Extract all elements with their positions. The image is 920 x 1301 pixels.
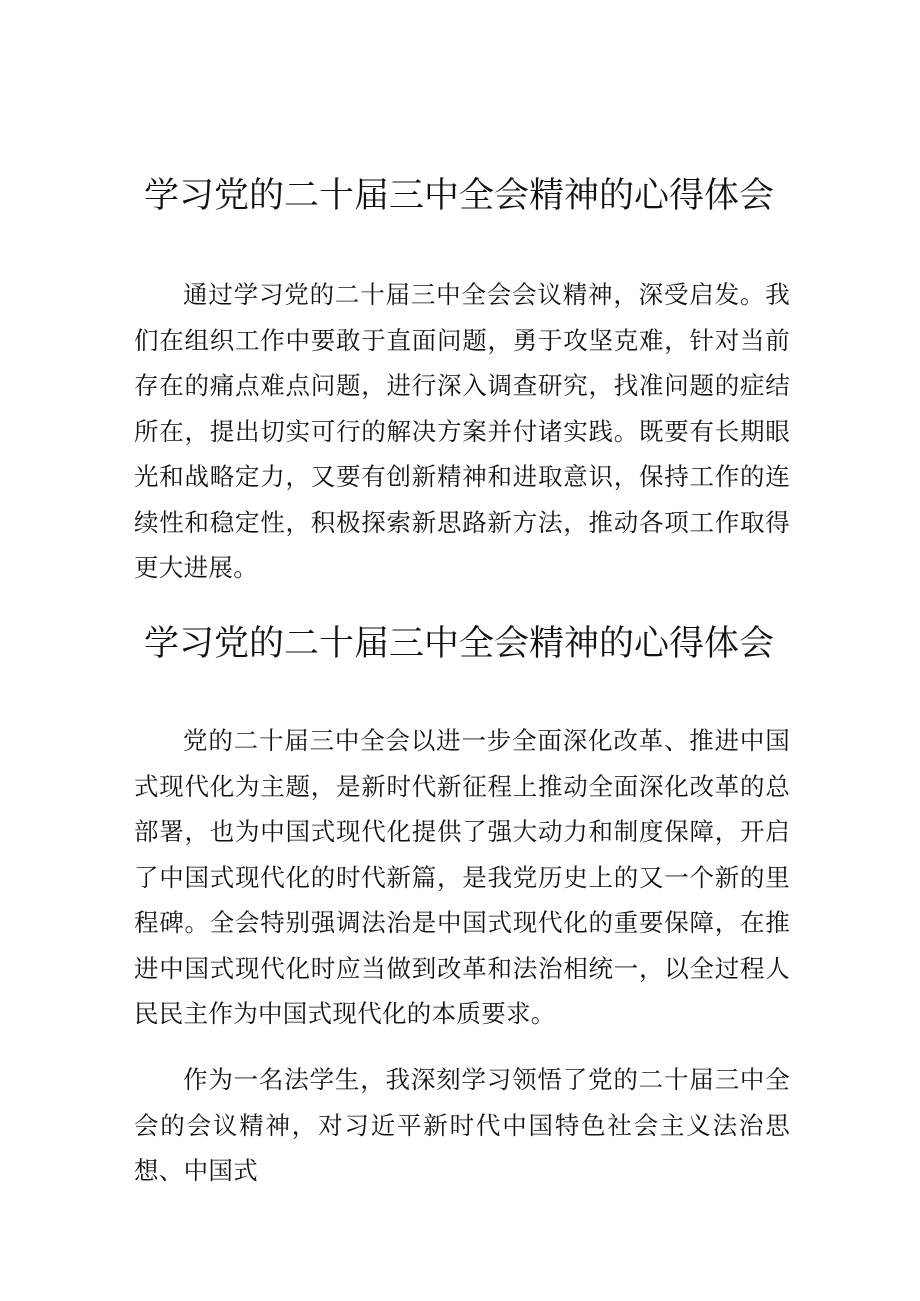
section-2-paragraph-2: 作为一名法学生，我深刻学习领悟了党的二十届三中全会的会议精神，对习近平新时代中国特色社会主义法治思想、中国式 xyxy=(134,1065,790,1185)
section-1-title: 学习党的二十届三中全会精神的心得体会 xyxy=(144,176,775,216)
section-1-paragraph-1: 通过学习党的二十届三中全会会议精神，深受启发。我们在组织工作中要敢于直面问题，勇于攻坚克难，针对当前存在的痛点难点问题，进行深入调查研究，找准问题的症结所在，提出切实可行的解决方案并付诸实践。既要有长期眼光和战略定力，又要有创新精神和进取意识，保持工作的连续性和稳定性，积极探索新思路新方法，推动各项工作取得更大进展。 xyxy=(134,280,790,582)
section-2-title: 学习党的二十届三中全会精神的心得体会 xyxy=(144,624,775,664)
section-2-paragraph-1: 党的二十届三中全会以进一步全面深化改革、推进中国式现代化为主题，是新时代新征程上推动全面深化改革的总部署，也为中国式现代化提供了强大动力和制度保障，开启了中国式现代化的时代新篇，是我党历史上的又一个新的里程碑。全会特别强调法治是中国式现代化的重要保障，在推进中国式现代化时应当做到改革和法治相统一，以全过程人民民主作为中国式现代化的本质要求。 xyxy=(134,726,790,1028)
